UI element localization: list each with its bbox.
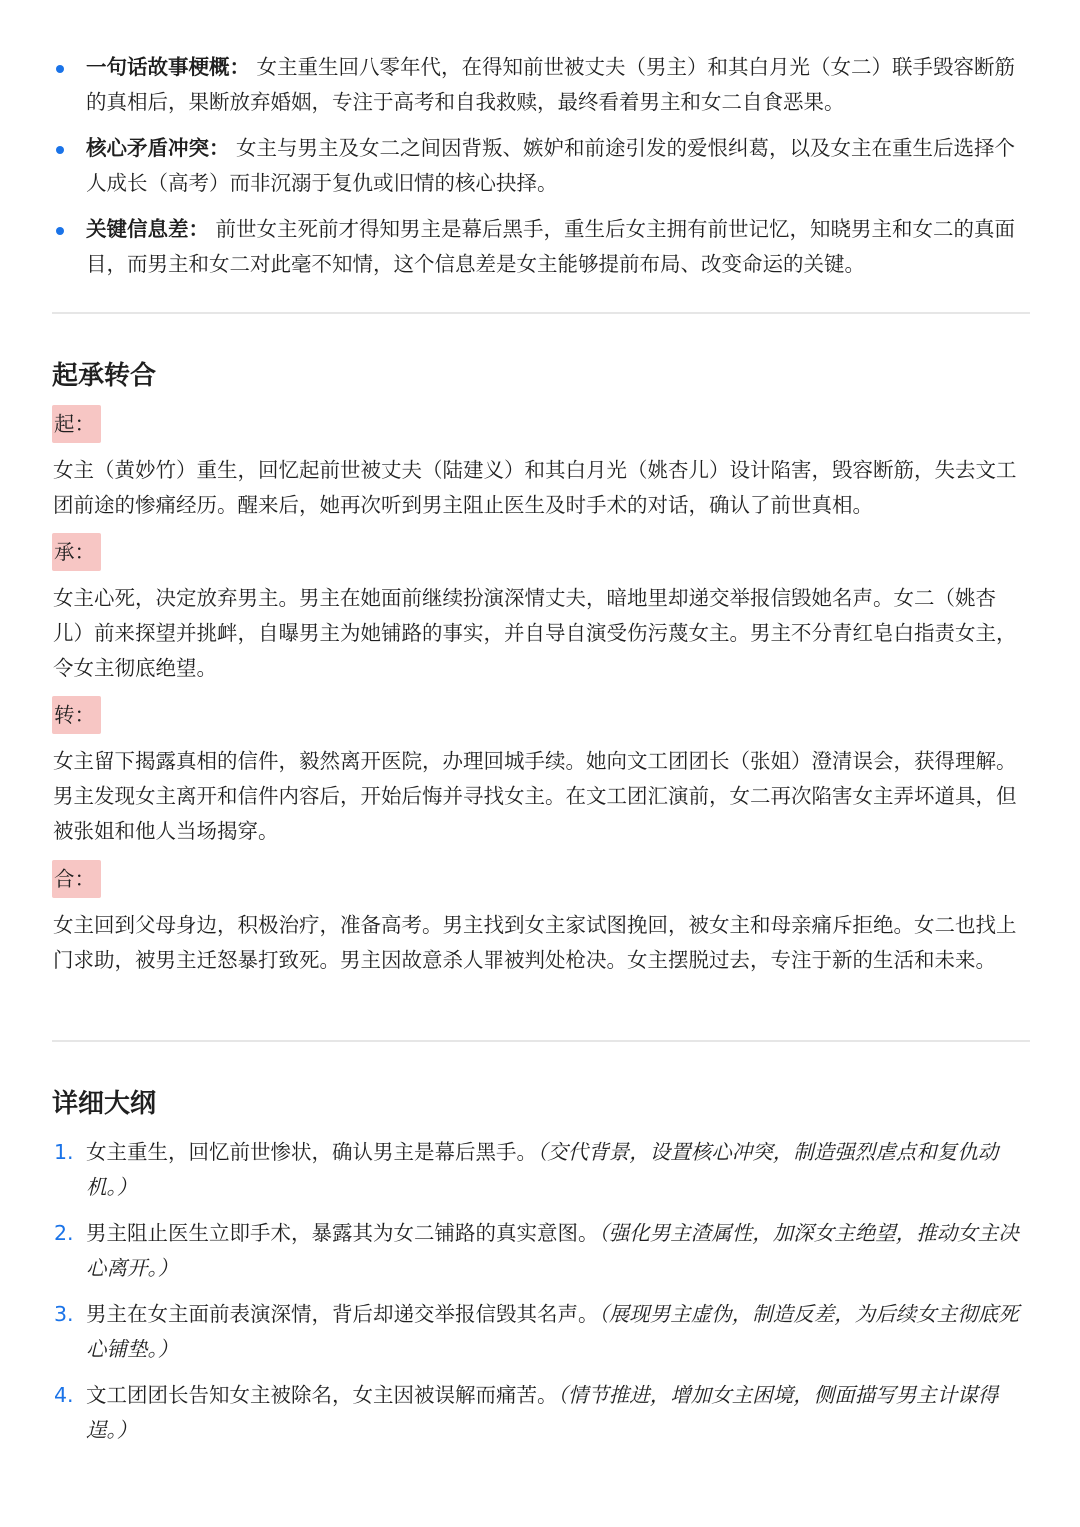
paragraph-qi: 女主（黄妙竹）重生，回忆起前世被丈夫（陆建义）和其白月光（姚杏儿）设计陷害，毁容断筋，失去文工团前途的惨痛经历。醒来后，她再次听到男主阻止医生及时手术的对话，确认了前世真相。 [53,458,1017,517]
list-number: 1. [54,1140,74,1164]
outline-note: （交代背景，设置核心冲突，制造强烈虐点和复仇动机。） [86,1140,999,1199]
outline-text: 男主阻止医生立即手术，暴露其为女二铺路的真实意图。 [86,1221,599,1245]
outline-text: 男主在女主面前表演深情，背后却递交举报信毁其名声。 [86,1302,599,1326]
bullet-icon [56,146,64,154]
outline-text: 女主重生，回忆前世惨状，确认男主是幕后黑手。 [86,1140,537,1164]
list-number: 2. [54,1221,74,1245]
section-divider [52,312,1030,314]
outline-list [0,1135,1080,1459]
list-item [0,1216,1080,1286]
outline-note: （强化男主渣属性，加深女主绝望，推动女主决心离开。） [86,1221,1019,1280]
outline-title: 详细大纲 [52,1089,157,1119]
list-number: 3. [54,1302,74,1326]
summary-label: 一句话故事梗概： [86,55,250,79]
section-tag-zhuan: 转： [52,696,101,734]
summary-text: 前世女主死前才得知男主是幕后黑手，重生后女主拥有前世记忆，知晓男主和女二的真面目，而男主和女二对此毫不知情，这个信息差是女主能够提前布局、改变命运的关键。 [86,217,1016,276]
paragraph-cheng: 女主心死，决定放弃男主。男主在她面前继续扮演深情丈夫，暗地里却递交举报信毁她名声。女二（姚杏儿）前来探望并挑衅，自曝男主为她铺路的事实，并自导自演受伤污蔑女主。男主不分青红皂白指责女主，令女主彻底绝望。 [53,586,1017,680]
section-divider [52,1040,1030,1042]
bullet-icon [56,65,64,73]
list-item [0,1135,1080,1205]
summary-text: 女主重生回八零年代，在得知前世被丈夫（男主）和其白月光（女二）联手毁容断筋的真相后，果断放弃婚姻，专注于高考和自我救赎，最终看着男主和女二自食恶果。 [86,55,1016,114]
list-item [0,1378,1080,1448]
outline-note: （情节推进，增加女主困境，侧面描写男主计谋得逞。） [86,1383,999,1442]
summary-list [0,50,1080,293]
summary-label: 核心矛盾冲突： [86,136,230,160]
list-item [0,1297,1080,1367]
section-tag-he: 合： [52,860,101,898]
list-item [0,131,1080,201]
outline-note: （展现男主虚伪，制造反差，为后续女主彻底死心铺垫。） [86,1302,1019,1361]
paragraph-he: 女主回到父母身边，积极治疗，准备高考。男主找到女主家试图挽回，被女主和母亲痛斥拒绝。女二也找上门求助，被男主迁怒暴打致死。男主因故意杀人罪被判处枪决。女主摆脱过去，专注于新的生活和未来。 [53,913,1017,972]
summary-text: 女主与男主及女二之间因背叛、嫉妒和前途引发的爱恨纠葛，以及女主在重生后选择个人成长（高考）而非沉溺于复仇或旧情的核心抉择。 [86,136,1016,195]
list-item [0,50,1080,120]
section-tag-cheng: 承： [52,533,101,571]
list-item [0,212,1080,282]
outline-text: 文工团团长告知女主被除名，女主因被误解而痛苦。 [86,1383,558,1407]
summary-label: 关键信息差： [86,217,209,241]
bullet-icon [56,227,64,235]
list-number: 4. [54,1383,74,1407]
section-tag-qi: 起： [52,405,101,443]
paragraph-zhuan: 女主留下揭露真相的信件，毅然离开医院，办理回城手续。她向文工团团长（张姐）澄清误会，获得理解。男主发现女主离开和信件内容后，开始后悔并寻找女主。在文工团汇演前，女二再次陷害女主弄坏道具，但被张姐和他人当场揭穿。 [53,749,1017,843]
section-title: 起承转合 [52,361,157,391]
